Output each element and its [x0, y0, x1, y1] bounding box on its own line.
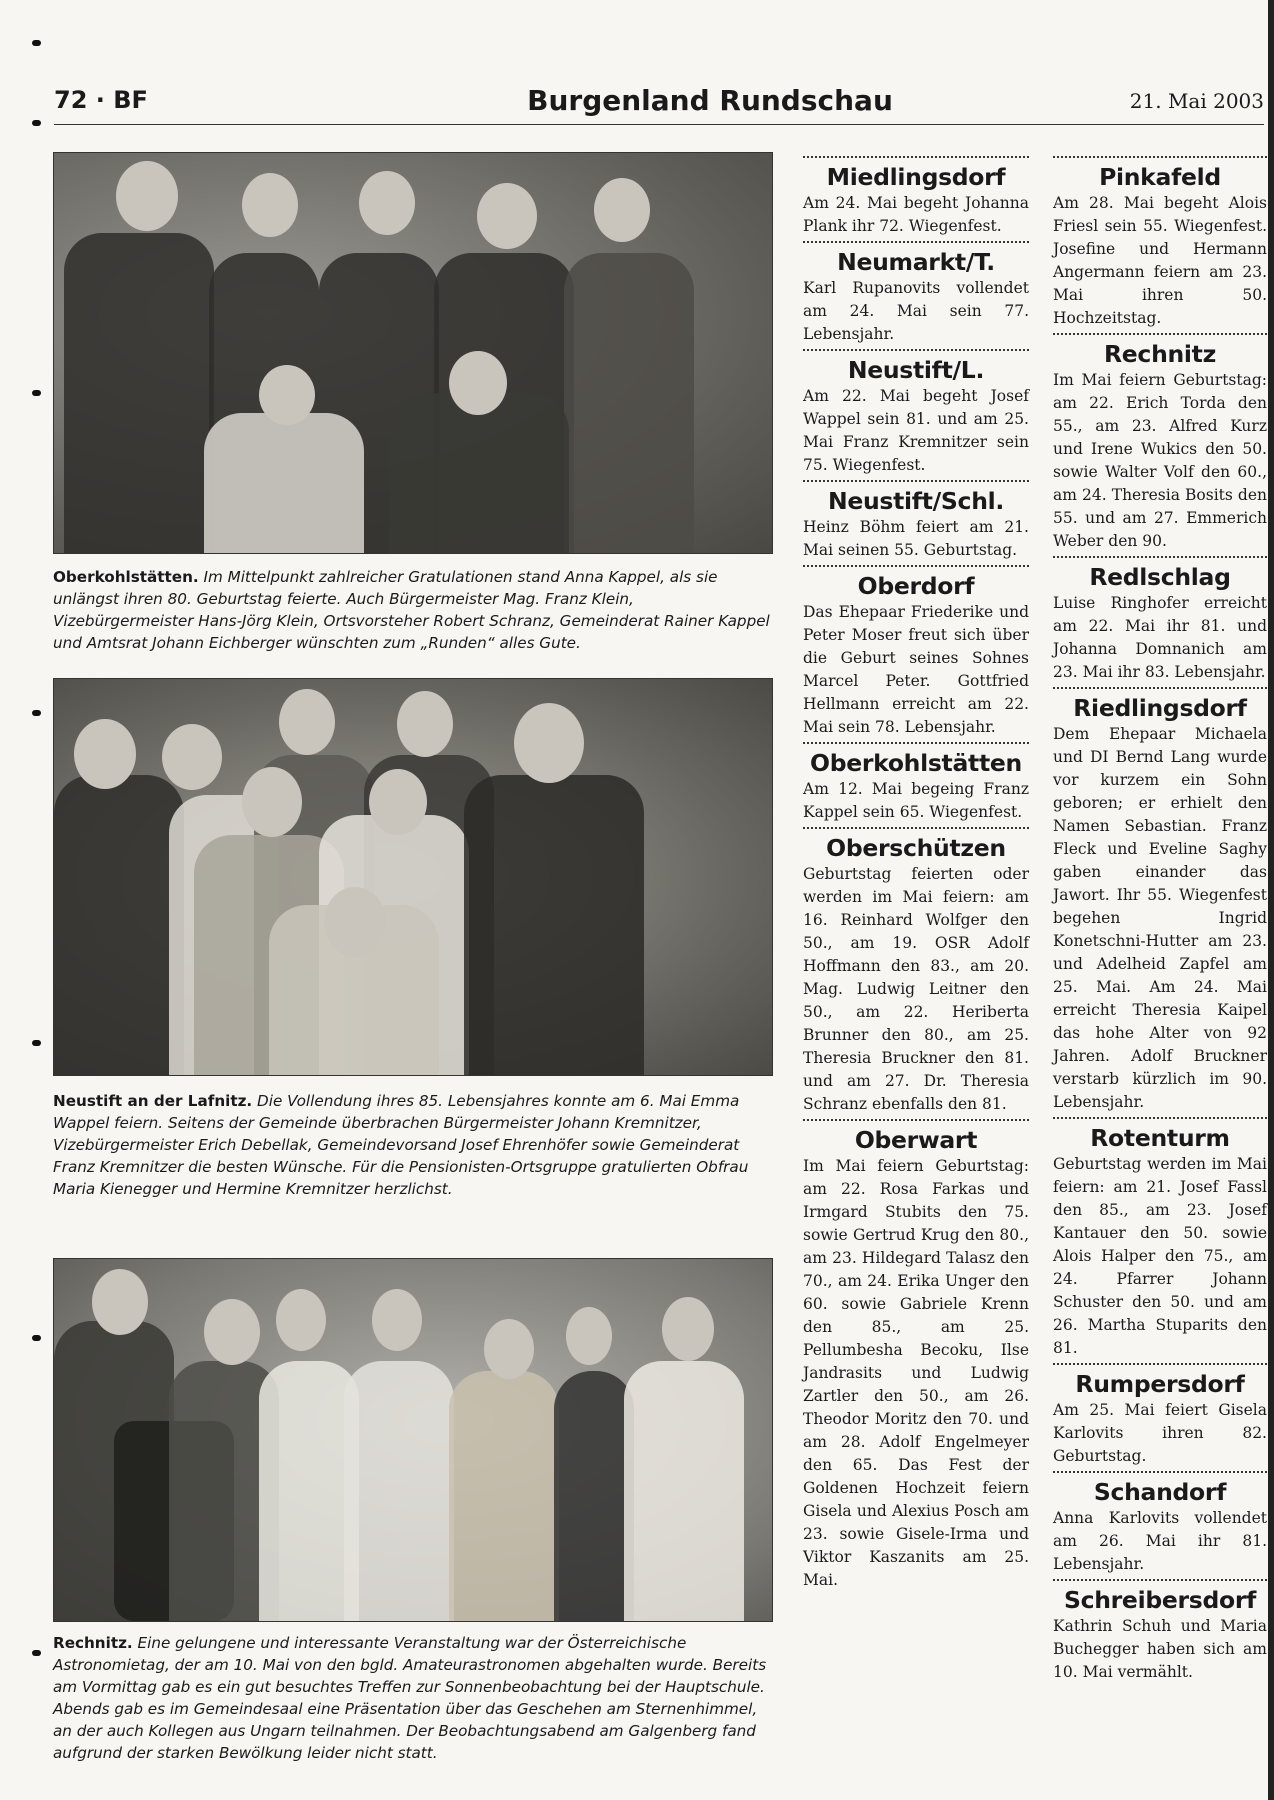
town-heading: Oberkohlstätten — [810, 749, 1022, 777]
town-heading: Redlschlag — [1089, 563, 1231, 591]
announcement-item — [1053, 333, 1267, 553]
binder-mark — [32, 1040, 41, 1046]
caption-place: Neustift an der Lafnitz. — [53, 1092, 253, 1110]
binder-mark — [32, 710, 41, 716]
town-heading: Oberwart — [854, 1126, 978, 1154]
page-header — [54, 84, 1264, 125]
announcement-item — [803, 565, 1029, 739]
town-heading: Schandorf — [1093, 1478, 1227, 1506]
page-number: 72 · BF — [54, 86, 148, 114]
caption-place: Oberkohlstätten. — [53, 568, 199, 586]
issue-date: 21. Mai 2003 — [1129, 89, 1264, 113]
town-heading: Pinkafeld — [1099, 163, 1221, 191]
town-heading: Rechnitz — [1104, 340, 1216, 368]
town-heading: Rotenturm — [1090, 1124, 1230, 1152]
announcement-text: Am 12. Mai begeing Franz Kappel sein 65. Wiegenfest. — [803, 780, 1029, 821]
announcements-column-1 — [803, 150, 1029, 1595]
announcements-column-2 — [1053, 150, 1267, 1687]
binder-mark — [32, 390, 41, 396]
binder-mark — [32, 1650, 41, 1656]
announcement-item — [803, 241, 1029, 346]
photo-oberkohlstaetten — [53, 152, 773, 554]
town-heading: Miedlingsdorf — [826, 163, 1006, 191]
caption-text: Im Mittelpunkt zahlreicher Gratulationen stand Anna Kappel, als sie unlängst ihren 80. Geburtstag feierte. Auch Bürgermeister Mag. Franz Klein, Vizebürgermeister Hans-Jörg Klein, Ortsvorsteher Robert Schranz, Gemeinderat Rainer Kappel und Amtsrat Johann Eichberger wünschten zum „Runden“ alles Gute. — [53, 568, 770, 652]
caption-text: Die Vollendung ihres 85. Lebensjahres konnte am 6. Mai Emma Wappel feiern. Seitens der Gemeinde überbrachen Bürgermeister Johann Kremnitzer, Vizebürgermeister Erich Debellak, Gemeindevorsand Josef Ehrenhöfer sowie Gemeinderat Franz Kremnitzer die besten Wünsche. Für die Pensionisten-Ortsgruppe gratulierten Obfrau Maria Kienegger und Hermine Kremnitzer herzlichst. — [53, 1092, 749, 1198]
caption-text: Eine gelungene und interessante Veranstaltung war der Österreichische Astronomietag, der am 10. Mai von den bgld. Amateurastronomen abgehalten wurde. Bereits am Vormittag gab es ein gut besuchtes Treffen zur Sonnenbeobachtung bei der Hauptschule. Abends gab es im Gemeindesaal eine Präsentation über das Geschehen am Sternenhimmel, an der auch Kollegen aus Ungarn teilnahmen. Der Beobachtungsabend am Galgenberg fand aufgrund der starken Bewölkung leider nicht statt. — [53, 1634, 767, 1762]
announcement-text: Heinz Böhm feiert am 21. Mai seinen 55. Geburtstag. — [803, 518, 1029, 559]
announcement-text: Luise Ringhofer erreicht am 22. Mai ihr 81. und Johanna Domnanich am 23. Mai ihr 83. Lebensjahr. — [1053, 594, 1267, 681]
announcement-item — [1053, 156, 1267, 330]
town-heading: Oberschützen — [826, 834, 1006, 862]
announcement-text: Geburtstag werden im Mai feiern: am 21. Josef Fassl den 85., am 23. Josef Kantauer den 50. sowie Alois Halper den 75., am 24. Pfarrer Johann Schuster den 50. und am 26. Martha Stuparits den 81. — [1053, 1155, 1267, 1357]
announcement-item — [803, 742, 1029, 824]
announcement-text: Karl Rupanovits vollendet am 24. Mai sein 77. Lebensjahr. — [803, 279, 1029, 343]
announcement-text: Im Mai feiern Geburtstag: am 22. Erich Torda den 55., am 23. Alfred Kurz und Irene Wukics den 50. sowie Walter Volf den 60., am 24. Theresia Bosits den 55. und am 27. Emmerich Weber den 90. — [1053, 371, 1267, 550]
announcement-item — [803, 480, 1029, 562]
announcement-text: Am 28. Mai begeht Alois Friesl sein 55. Wiegenfest. Josefine und Hermann Angermann feiern am 23. Mai ihren 50. Hochzeitstag. — [1053, 194, 1267, 327]
announcement-item — [803, 156, 1029, 238]
announcement-text: Kathrin Schuh und Maria Buchegger haben sich am 10. Mai vermählt. — [1053, 1617, 1267, 1681]
photo-rechnitz — [53, 1258, 773, 1622]
announcement-text: Das Ehepaar Friederike und Peter Moser freut sich über die Geburt seines Sohnes Marcel Peter. Gottfried Hellmann erreicht am 22. Mai sein 78. Lebensjahr. — [803, 603, 1029, 736]
photo-caption-3 — [53, 1632, 771, 1764]
announcement-item — [803, 827, 1029, 1116]
announcement-item — [1053, 1471, 1267, 1576]
town-heading: Neumarkt/T. — [837, 248, 995, 276]
binder-mark — [32, 1335, 41, 1341]
announcement-item — [1053, 556, 1267, 684]
newspaper-title: Burgenland Rundschau — [527, 84, 893, 117]
announcement-text: Dem Ehepaar Michaela und DI Bernd Lang wurde vor kurzem ein Sohn geboren; er erhielt den Namen Sebastian. Franz Fleck und Eveline Saghy gaben einander das Jawort. Ihr 55. Wiegenfest begehen Ingrid Konetschni-Hutter am 23. und Adelheid Zapfel am 25. Mai. Am 24. Mai erreicht Theresia Kaipel das hohe Alter von 92 Jahren. Adolf Bruckner verstarb kürzlich im 90. Lebensjahr. — [1053, 725, 1267, 1111]
caption-place: Rechnitz. — [53, 1634, 133, 1652]
town-heading: Neustift/Schl. — [827, 487, 1005, 515]
announcement-item — [1053, 687, 1267, 1114]
binder-mark — [32, 120, 41, 126]
town-heading: Neustift/L. — [847, 356, 985, 384]
announcement-item — [1053, 1363, 1267, 1468]
photo-caption-1 — [53, 566, 771, 654]
announcement-item — [803, 349, 1029, 477]
announcement-text: Geburtstag feierten oder werden im Mai feiern: am 16. Reinhard Wolfger den 50., am 19. OSR Adolf Hoffmann den 83., am 20. Mag. Ludwig Leitner den 50., am 22. Heriberta Brunner den 80., am 25. Theresia Bruckner den 81. und am 27. Dr. Theresia Schranz ebenfalls den 81. — [803, 865, 1029, 1113]
page-edge — [1268, 0, 1274, 1800]
photo-caption-2 — [53, 1090, 771, 1200]
announcement-text: Am 22. Mai begeht Josef Wappel sein 81. und am 25. Mai Franz Kremnitzer sein 75. Wiegenfest. — [803, 387, 1029, 474]
photo-neustift-lafnitz — [53, 678, 773, 1076]
announcement-text: Am 25. Mai feiert Gisela Karlovits ihren 82. Geburtstag. — [1053, 1401, 1267, 1465]
town-heading: Oberdorf — [857, 572, 975, 600]
announcement-text: Im Mai feiern Geburtstag: am 22. Rosa Farkas und Irmgard Stubits den 75. sowie Gertrud Krug den 80., am 23. Hildegard Talasz den 70., am 24. Erika Unger den 60. sowie Gabriele Krenn den 85., am 25. Pellumbesha Becoku, Ilse Jandrasits und Ludwig Zartler den 50., am 26. Theodor Moritz den 70. und am 28. Adolf Engelmeyer den 65. Das Fest der Goldenen Hochzeit feiern Gisela und Alexius Posch am 23. sowie Gisele-Irma und Viktor Kaszanits am 25. Mai. — [803, 1157, 1029, 1589]
announcement-text: Am 24. Mai begeht Johanna Plank ihr 72. Wiegenfest. — [803, 194, 1029, 235]
announcement-text: Anna Karlovits vollendet am 26. Mai ihr 81. Lebensjahr. — [1053, 1509, 1267, 1573]
announcement-item — [1053, 1579, 1267, 1684]
town-heading: Rumpersdorf — [1075, 1370, 1245, 1398]
announcement-item — [803, 1119, 1029, 1592]
binder-mark — [32, 40, 41, 46]
town-heading: Riedlingsdorf — [1073, 694, 1247, 722]
town-heading: Schreibersdorf — [1063, 1586, 1257, 1614]
announcement-item — [1053, 1117, 1267, 1360]
